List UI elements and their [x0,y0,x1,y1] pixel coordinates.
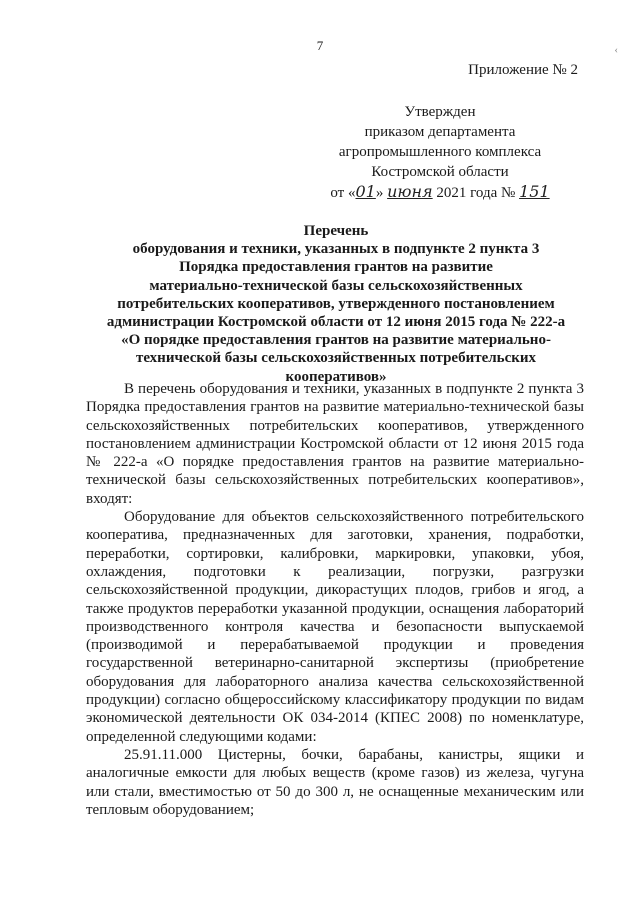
title-line: Перечень [303,223,369,239]
approval-line-4: Костромской области [371,164,509,180]
approval-date-line [300,182,580,203]
appendix-label: Приложение № 2 [468,62,578,78]
body-paragraph-equipment: Оборудование для объектов сельскохозяйственного потребительского кооператива, предназначенных для заготовки, хранения, подработки, переработки, сортировки, калибровки, маркировки, упаковки, убоя, охлаждения, подготовки к реализации, погрузки, разгрузки сельскохозяйственной продукции, дикорастущих плодов, грибов и ягод, а также продуктов переработки указанной продукции, оснащения лабораторий производственного контроля качества и безопасности выпускаемой (производимой и перерабатываемой продукции и проведения государственной ветеринарно-санитарной экспертизы (приобретение оборудования для лабораторного анализа качества сельскохозяйственной продукции) согласно общероссийскому классификатору продукции по видам экономической деятельности ОК 034-2014 (КПЕС 2008) по номенклатуре, определенной следующими кодами: [86,509,584,745]
title-line: материально-технической базы сельскохозяйственных [149,277,523,294]
handwritten-day: 01 [355,182,376,201]
approval-line-1: Утвержден [404,104,476,120]
handwritten-month: июня [387,182,433,201]
approval-block [300,102,580,203]
handwritten-order-number: 151 [519,182,550,201]
title-line: администрации Костромской области от 12 июня 2015 года № 222-а [106,314,566,331]
title-line: Порядка предоставления грантов на развитие [179,259,493,276]
title-line: кооперативов» [285,368,387,385]
title-line: потребительских кооперативов, утвержденного постановлением [117,295,555,312]
date-year-text: 2021 года № [436,185,516,201]
date-prefix: от « [330,185,356,201]
title-line: технической базы сельскохозяйственных потребительских [135,350,537,367]
date-day-close: » [375,185,384,201]
approval-line-2: приказом департамента [364,124,516,140]
approval-line-3: агропромышленного комплекса [338,144,542,160]
body-paragraph-code-item: 25.91.11.000 Цистерны, бочки, барабаны, канистры, ящики и аналогичные емкости для любых веществ (кроме газов) из железа, чугуна или стали, вместимостью от 50 до 300 л, не оснащенные механическим или тепловым оборудованием; [86,746,584,818]
document-title [86,222,586,386]
title-line: оборудования и техники, указанных в подпункте 2 пункта 3 [132,241,540,258]
document-body [86,380,584,819]
body-paragraph-intro: В перечень оборудования и техники, указанных в подпункте 2 пункта 3 Порядка предоставления грантов на развитие материально-технической базы сельскохозяйственных потребительских кооперативов, утвержденного постановлением администрации Костромской области от 12 июня 2015 года № 222-а «О порядке предоставления грантов на развитие материально-технической базы сельскохозяйственных потребительских кооперативов», входят: [86,381,584,507]
title-line: «О порядке предоставления грантов на развитие материально- [121,332,551,349]
corner-mark: ‹ [614,44,618,56]
page-number: 7 [316,38,324,53]
